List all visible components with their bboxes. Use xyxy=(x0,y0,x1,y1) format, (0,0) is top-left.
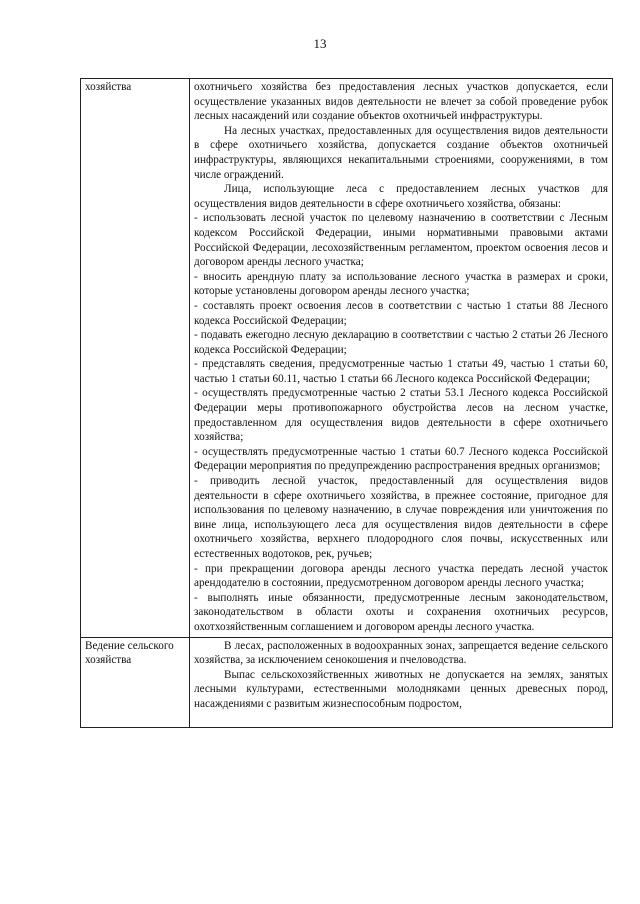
list-item: - при прекращении договора аренды лесного участка передать лесной участок арендодателю в состоянии, предусмотренном договором аренды лесного участка; xyxy=(194,562,608,590)
row-label: хозяйства xyxy=(85,81,132,93)
list-item: - приводить лесной участок, предоставленный для осуществления видов деятельности в сфере охотничьего хозяйства, в прежнее состояние, пригодное для использования по целевому назначению, в случае повреждения или уничтожения по вине лица, использующего леса для осуществления видов деятельности в сфере охотничьего хозяйства, верхнего плодородного слоя почвы, искусственных или естественных водотоков, рек, ручьев; xyxy=(194,475,608,560)
list-item: - выполнять иные обязанности, предусмотренные лесным законодательством, законодательством в области охоты и сохранения охотничьих ресурсов, охотхозяйственным соглашением и договором аренды лесного участка. xyxy=(194,591,608,633)
row-content-cell xyxy=(190,79,613,638)
row-label-cell xyxy=(81,79,190,638)
list-item: - использовать лесной участок по целевому назначению в соответствии с Лесным кодексом Российской Федерации, иными нормативными правовыми актами Российской Федерации, лесохозяйственным регламентом, проектом освоения лесов и договором аренды лесного участка; xyxy=(194,212,608,269)
row-label: Ведение сельского хозяйства xyxy=(85,639,174,667)
paragraph: Лица, использующие леса с предоставлением лесных участков для осуществления видов деятельности в сфере охотничьего хозяйства, обязаны: xyxy=(194,183,608,210)
paragraph: охотничьего хозяйства без предоставления лесных участков допускается, если осуществление указанных видов деятельности не влечет за собой проведение рубок лесных насаждений или создание объектов охотничьей инфраструктуры. xyxy=(194,81,608,123)
list-item: - подавать ежегодно лесную декларацию в соответствии с частью 2 статьи 26 Лесного кодекса Российской Федерации; xyxy=(194,329,608,356)
table-row xyxy=(81,79,613,638)
list-item: - осуществлять предусмотренные частью 1 статьи 60.7 Лесного кодекса Российской Федерации мероприятия по предупреждению распространения вредных организмов; xyxy=(194,445,608,473)
paragraph: Выпас сельскохозяйственных животных не допускается на землях, занятых лесными культурами, естественными молодняками ценных древесных пород, насаждениями с развитым жизнеспособным подростом, xyxy=(194,668,608,710)
paragraph: В лесах, расположенных в водоохранных зонах, запрещается ведение сельского хозяйства, за исключением сенокошения и пчеловодства. xyxy=(194,639,608,667)
row-content-cell xyxy=(190,637,613,727)
list-item: - представлять сведения, предусмотренные частью 1 статьи 49, частью 1 статьи 60, частью 1 статьи 60.11, частью 1 статьи 66 Лесного кодекса Российской Федерации; xyxy=(194,358,608,385)
row-content-clip xyxy=(194,639,608,725)
row-label-cell xyxy=(81,637,190,727)
paragraph: На лесных участках, предоставленных для осуществления видов деятельности в сфере охотничьего хозяйства, допускается создание объектов охотничьей инфраструктуры, являющихся некапитальными строениями, сооружениями, в том числе ограждений. xyxy=(194,124,608,181)
page-number: 13 xyxy=(313,36,327,51)
list-item: - вносить арендную плату за использование лесного участка в размерах и сроки, которые установлены договором аренды лесного участка; xyxy=(194,270,608,298)
regulation-table xyxy=(80,78,613,728)
list-item: - составлять проект освоения лесов в соответствии с частью 1 статьи 88 Лесного кодекса Российской Федерации; xyxy=(194,299,608,327)
list-item: - осуществлять предусмотренные частью 2 статьи 53.1 Лесного кодекса Российской Федерации меры противопожарного обустройства лесов на лесном участке, предоставленном для осуществления видов деятельности в сфере охотничьего хозяйства; xyxy=(194,387,608,444)
table-row xyxy=(81,637,613,727)
